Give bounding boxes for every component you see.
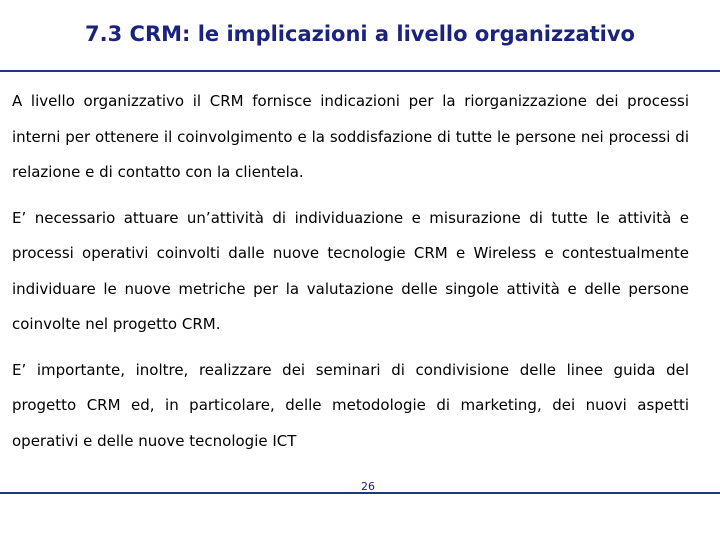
paragraph-1: A livello organizzativo il CRM fornisce indicazioni per la riorganizzazione dei processi interni per ottenere il coinvolgimento e la soddisfazione di tutte le persone nei processi di relazione e di contatto con la clientela. (12, 92, 689, 181)
slide-title: 7.3 CRM: le implicazioni a livello organizzativo (85, 22, 635, 46)
paragraph-2: E’ necessario attuare un’attività di individuazione e misurazione di tutte le attività e processi operativi coinvolti dalle nuove tecnologie CRM e Wireless e contestualmente individuare le nuove metriche per la valutazione delle singole attività e delle persone coinvolte nel progetto CRM. (12, 208, 689, 333)
slide-body (12, 84, 689, 469)
paragraph-3: E’ importante, inoltre, realizzare dei seminari di condivisione delle linee guida del progetto CRM ed, in particolare, delle metodologie di marketing, dei nuovi aspetti operativi e delle nuove tecnologie ICT (12, 360, 689, 450)
title-divider (0, 70, 720, 72)
page-number: 26 (361, 480, 375, 493)
